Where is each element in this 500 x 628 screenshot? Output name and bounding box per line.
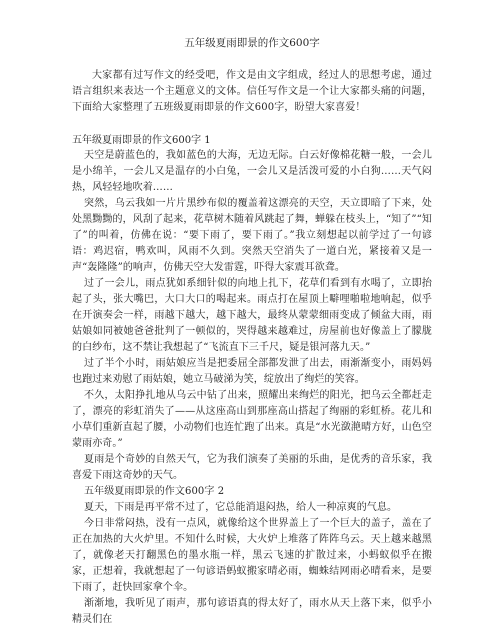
essay-1-paragraph: 突然，乌云我如一片片黑纱布似的覆盖着这漂亮的天空，天立即暗了下来，处处黑黝黝的，风刮了起来，花草树木随着风跳起了舞，蝉躲在枝头上，“知了”“知了”的叫着，仿佛在说：“要下雨了，要下雨了。”我立刻想起以前学过了一句谚语：鸡迟宿，鸭欢叫，风雨不久到。突然天空消失了一道白光，紧接着又是一声“轰隆隆”的响声，仿佛天空大发雷霆，吓得大家震耳欲聋。 — [72, 198, 432, 273]
essay-1-paragraph: 天空是蔚蓝色的，我如蓝色的大海，无边无际。白云好像棉花糖一般，一会儿是小绵羊，一会儿又是温存的小白兔，一会儿又是活泼可爱的小白狗……天气闷热，风轻轻地吹着…… — [72, 150, 432, 193]
document-title: 五年级夏雨即景的作文600字 — [184, 37, 320, 49]
essay-2-paragraph: 夏天，下雨是再平常不过了，它总能消退闷热，给人一种凉爽的气息。 — [84, 502, 398, 513]
intro-paragraph: 大家都有过写作文的经受吧，作文是由文字组成，经过人的思想考虑，通过语言组织来表达一个主题意义的文体。信任写作文是一个让大家都头痛的问题，下面给大家整理了五班级夏雨即景的作文600字，盼望大家喜爱！ — [72, 70, 432, 113]
essay-1-paragraph: 过了一会儿，雨点犹如系细针似的向地上扎下，花草们看到有水喝了，立即抬起了头，张大嘴巴，大口大口的喝起来。雨点打在屋顶上噼哩啪啦地响起，似乎在开演奏会一样，雨越下越大，越下越大，最终从蒙蒙细雨变成了倾盆大雨，雨姑娘如同被她爸爸批判了一顿似的，哭得越来越难过，房屋前也好像盖上了朦胧的白纱布，这不禁让我想起了“飞流直下三千尺，疑是银河落九天。” — [72, 278, 432, 353]
essay-2-paragraph: 今日非常闷热，没有一点风，就像给这个世界盖上了一个巨大的盖子，盖在了正在加热的大火炉里。不知什么时候，大火炉上堆落了阵阵乌云。天上越来越黑了，就像老天打翻黑色的墨水瓶一样，黑云飞速的扩散过来，小蚂蚁似乎在搬家，正想着，我就想起了一句谚语蚂蚁搬家晴必雨，蜘蛛结网雨必晴看来，是要下雨了，赶快回家拿个伞。 — [72, 518, 432, 593]
essay-1-heading: 五年级夏雨即景的作文600字 1 — [72, 135, 211, 146]
essay-1-paragraph: 不久，太阳挣扎地从乌云中钻了出来，照耀出来绚烂的阳光，把乌云全都赶走了，漂亮的彩虹消失了——从这座高山到那座高山搭起了绚丽的彩虹桥。花儿和小草们重新直起了腰，小动物们也连忙跑了出来。真是“水光潋滟晴方好，山色空蒙雨亦奇。” — [72, 390, 432, 449]
essay-2-heading: 五年级夏雨即景的作文600字 2 — [84, 486, 225, 497]
essay-1-paragraph: 夏雨是个奇妙的自然天气，它为我们演奏了美丽的乐曲，是优秀的音乐家，我喜爱下雨这奇妙的天气。 — [72, 454, 432, 481]
essay-2-paragraph: 渐渐地，我听见了雨声，那句谚语真的得太好了，雨水从天上落下来，似乎小精灵们在 — [72, 598, 432, 625]
essay-1-paragraph: 过了半个小时，雨姑娘应当是把委屈全部都发泄了出去，雨渐渐变小，雨妈妈也跑过来劝慰了雨姑娘，她立马破涕为笑，绽放出了绚烂的笑容。 — [72, 358, 432, 385]
